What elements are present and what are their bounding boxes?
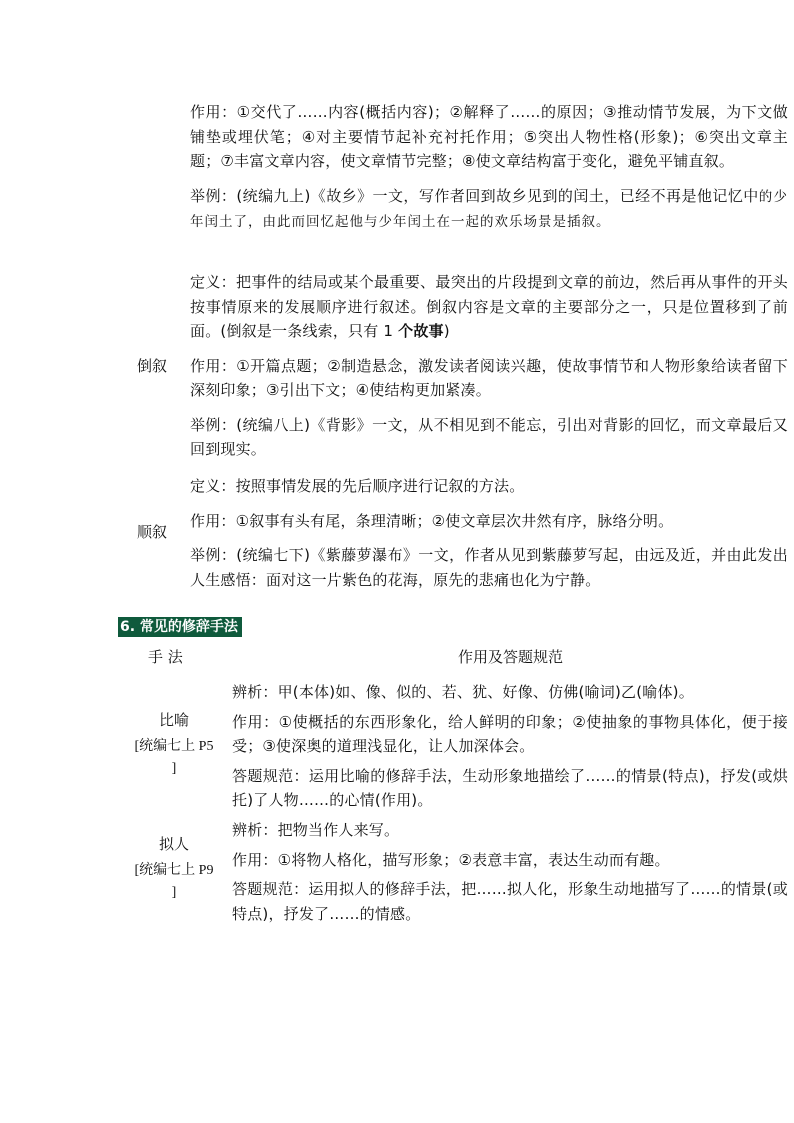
flashback-definition <box>190 270 788 344</box>
personification-ref-close: ] <box>171 885 177 900</box>
chronological-example: 举例：(统编七下)《紫藤萝瀑布》一文，作者从见到紫藤萝写起，由远及近，并由此发出人生感悟：面对这一片紫色的花海，原先的悲痛也化为宁静。 <box>190 546 788 589</box>
flashback-definition-close: ) <box>443 322 450 340</box>
metaphor-name: 比喻 <box>158 711 189 729</box>
chronological-label: 顺叙 <box>136 523 167 541</box>
column-header-technique: 手 法 <box>148 648 183 666</box>
interpolation-content <box>190 100 788 245</box>
metaphor-answer-norm: 答题规范：运用比喻的修辞手法，生动形象地描绘了……的情景(特点)，抒发(或烘托)了人物……的心情(作用)。 <box>232 766 788 809</box>
flashback-content <box>190 270 788 472</box>
personification-name: 拟人 <box>158 835 189 853</box>
interpolation-example <box>190 184 788 235</box>
metaphor-ref: [统编七上 P5 <box>134 739 214 754</box>
personification-ref: [统编七上 P9 <box>134 863 214 878</box>
personification-analysis: 辨析：把物当作人来写。 <box>232 821 400 839</box>
interpolation-example-part1: 举例：(统编九上)《故乡》一文，写作者回到故乡见到的闰土，已经不再是他记忆中 <box>190 186 759 205</box>
personification-answer-norm: 答题规范：运用拟人的修辞手法，把……拟人化，形象生动地描写了……的情景(或特点)，抒发了……的情感。 <box>232 880 788 923</box>
flashback-label: 倒叙 <box>136 357 167 375</box>
metaphor-content <box>232 680 788 818</box>
flashback-effect: 作用：①开篇点题；②制造悬念，激发读者阅读兴趣，使故事情节和人物形象给读者留下深刻印象；③引出下文；④使结构更加紧凑。 <box>190 356 788 399</box>
metaphor-effect: 作用：①使概括的东西形象化，给人鲜明的印象；②使抽象的事物具体化，便于接受；③使深奥的道理浅显化，让人加深体会。 <box>232 712 788 755</box>
flashback-example: 举例：(统编八上)《背影》一文，从不相见到不能忘，引出对背影的回忆，而文章最后又回到现实。 <box>190 415 788 458</box>
metaphor-ref-close: ] <box>171 761 177 776</box>
personification-content <box>232 818 788 931</box>
metaphor-analysis: 辨析：甲(本体)如、像、似的、若、犹、好像、仿佛(喻词)乙(喻体)。 <box>232 683 694 701</box>
chronological-effect: 作用：①叙事有头有尾，条理清晰；②使文章层次井然有序，脉络分明。 <box>190 511 674 530</box>
chronological-content <box>190 474 788 602</box>
flashback-definition-text: 定义：把事件的结局或某个最重要、最突出的片段提到文章的前边，然后再从事件的开头按事情原来的发展顺序进行叙述。倒叙内容是文章的主要部分之一，只是位置移到了前面。(倒叙是一条线索，只有 1 <box>190 273 788 340</box>
personification-effect: 作用：①将物人格化，描写形象；②表意丰富，表达生动而有趣。 <box>232 850 670 869</box>
flashback-definition-bold: 个故事 <box>398 322 444 340</box>
interpolation-effect: 作用：①交代了……内容(概括内容)；②解释了……的原因；③推动情节发展，为下文做铺垫或埋伏笔；④对主要情节起补充衬托作用；⑤突出人物性格(形象)；⑥突出文章主题；⑦丰富文章内容，使文章情节完整；⑧使文章结构富于变化，避免平铺直叙。 <box>190 103 788 170</box>
chronological-definition: 定义：按照事情发展的先后顺序进行记叙的方法。 <box>190 477 525 495</box>
interpolation-example-part2: 的少年闰土了，由此而回忆起他与少年闰土在一起的欢乐场景是插叙。 <box>190 188 788 230</box>
column-header-usage: 作用及答题规范 <box>458 648 564 666</box>
section-heading-rhetoric: 6. 常见的修辞手法 <box>118 617 242 637</box>
